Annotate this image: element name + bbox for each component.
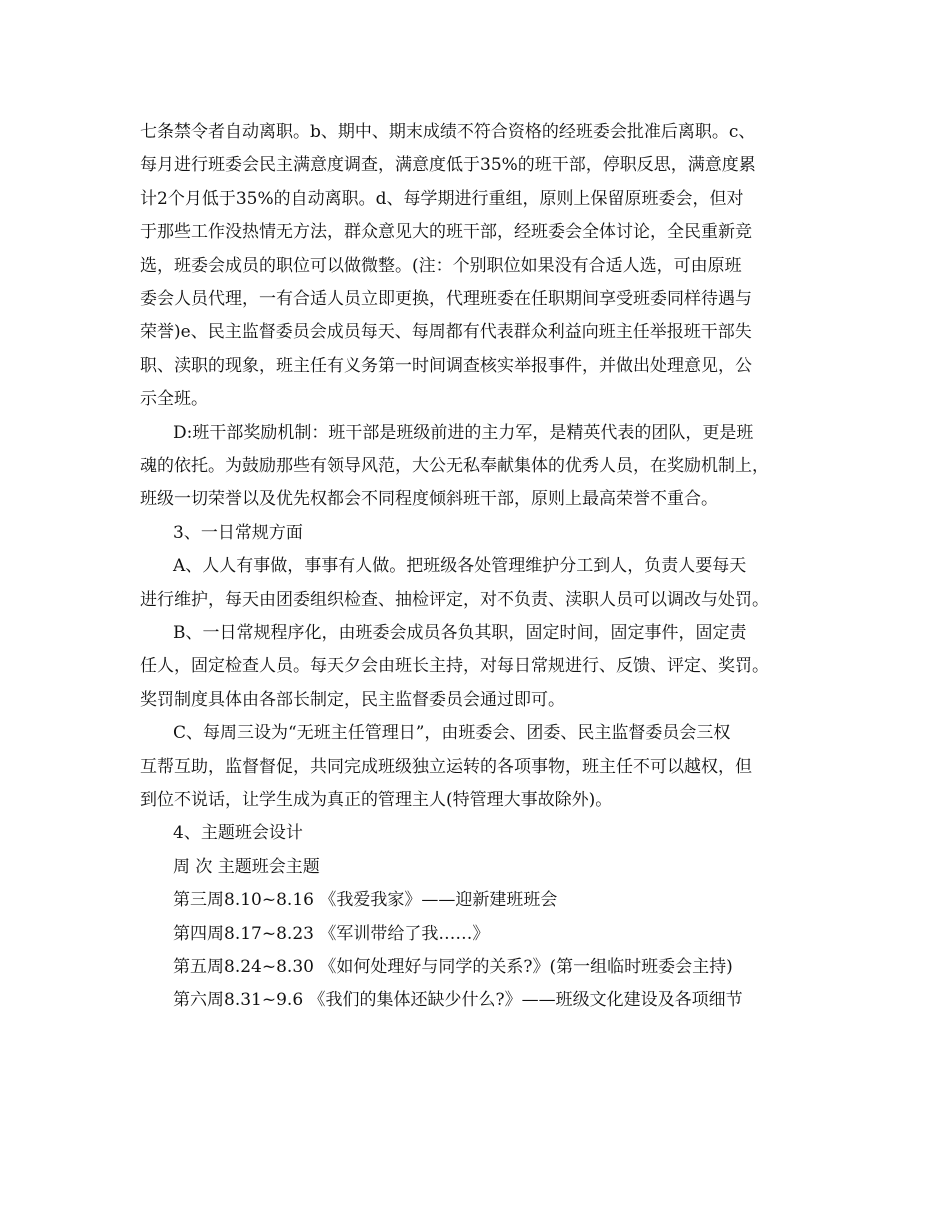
text-line: 荣誉)e、民主监督委员会成员每天、每周都有代表群众利益向班主任举报班干部失 — [140, 322, 752, 342]
text-line: 选，班委会成员的职位可以做微整。(注：个别职位如果没有合适人选，可由原班 — [140, 256, 742, 276]
text-line: 进行维护，每天由团委组织检查、抽检评定，对不负责、渎职人员可以调改与处罚。 — [140, 590, 769, 610]
text-line: 周 次 主题班会主题 — [173, 857, 320, 877]
text-line: 魂的依托。为鼓励那些有领导风范，大公无私奉献集体的优秀人员，在奖励机制上， — [140, 456, 769, 476]
text-line: 第六周8.31~9.6 《我们的集体还缺少什么?》——班级文化建设及各项细节 — [173, 990, 743, 1010]
text-line: 互帮互助，监督督促，共同完成班级独立运转的各项事物，班主任不可以越权，但 — [140, 757, 752, 777]
text-line: A、人人有事做，事事有人做。把班级各处管理维护分工到人，负责人要每天 — [173, 556, 747, 576]
text-line: B、一日常规程序化，由班委会成员各负其职，固定时间，固定事件，固定责 — [173, 623, 747, 643]
text-line: C、每周三设为“无班主任管理日”，由班委会、团委、民主监督委员会三权 — [173, 723, 731, 743]
text-line: 计2个月低于35%的自动离职。d、每学期进行重组，原则上保留原班委会，但对 — [140, 189, 744, 209]
text-line: 职、渎职的现象，班主任有义务第一时间调查核实举报事件，并做出处理意见，公 — [140, 356, 752, 376]
text-line: 第三周8.10~8.16 《我爱我家》——迎新建班班会 — [173, 890, 558, 910]
text-line: 奖罚制度具体由各部长制定，民主监督委员会通过即可。 — [140, 690, 565, 710]
text-line: 第四周8.17~8.23 《军训带给了我……》 — [173, 924, 490, 944]
text-line: 任人，固定检查人员。每天夕会由班长主持，对每日常规进行、反馈、评定、奖罚。 — [140, 656, 769, 676]
text-line: 委会人员代理，一有合适人员立即更换，代理班委在任职期间享受班委同样待遇与 — [140, 289, 752, 309]
text-line: D:班干部奖励机制：班干部是班级前进的主力军，是精英代表的团队，更是班 — [173, 423, 754, 443]
text-line: 班级一切荣誉以及优先权都会不同程度倾斜班干部，原则上最高荣誉不重合。 — [140, 489, 718, 509]
text-line: 4、主题班会设计 — [173, 823, 303, 843]
text-line: 七条禁令者自动离职。b、期中、期末成绩不符合资格的经班委会批准后离职。c、 — [140, 122, 756, 142]
text-line: 第五周8.24~8.30 《如何处理好与同学的关系?》(第一组临时班委会主持) — [173, 957, 733, 977]
text-line: 3、一日常规方面 — [173, 523, 303, 543]
text-line: 于那些工作没热情无方法，群众意见大的班干部，经班委会全体讨论，全民重新竞 — [140, 222, 752, 242]
text-line: 每月进行班委会民主满意度调查，满意度低于35%的班干部，停职反思，满意度累 — [140, 155, 756, 175]
text-line: 到位不说话，让学生成为真正的管理主人(特管理大事故除外)。 — [140, 790, 613, 810]
text-line: 示全班。 — [140, 389, 208, 409]
